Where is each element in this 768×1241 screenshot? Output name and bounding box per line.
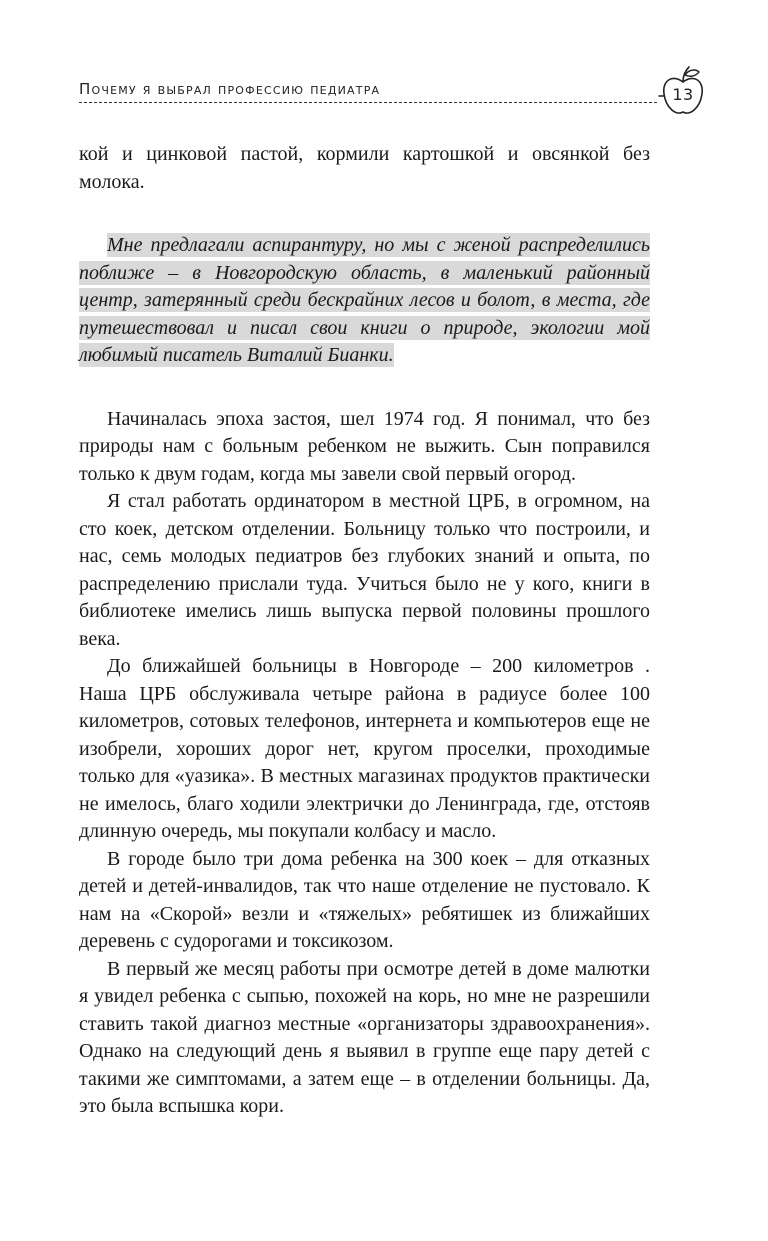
page-body <box>79 141 650 1121</box>
page-number: 13 <box>672 85 694 104</box>
page-number-badge <box>658 66 708 118</box>
quote-text: Мне предлагали аспирантуру, но мы с женой распределились поближе – в Новгородскую область, в маленький районный центр, затерянный среди бескрайних лесов и болот, в места, где путешествовал и писал свои книги о природе, экологии мой любимый писатель Виталий Бианки. <box>79 234 650 366</box>
running-header <box>79 80 659 106</box>
highlighted-quote <box>79 232 650 370</box>
paragraph: Начиналась эпоха застоя, шел 1974 год. Я понимал, что без природы нам с больным ребенком не выжить. Сын поправился только к двум годам, когда мы завели свой первый огород. <box>79 407 650 485</box>
continuation-paragraph: кой и цинковой пастой, кормили картошкой и овсянкой без молока. <box>79 143 650 193</box>
paragraph: В городе было три дома ребенка на 300 коек – для отказных детей и детей-инвалидов, так что наше отделение не пустовало. К нам на «Скорой» везли и «тяжелых» ребятишек из ближайших деревень с судорогами и токсикозом. <box>79 847 650 952</box>
paragraph: В первый же месяц работы при осмотре детей в доме малютки я увидел ребенка с сыпью, похожей на корь, но мне не разрешили ставить такой диагноз местные «организаторы здравоохранения». Однако на следующий день я выявил в группе еще пару детей с такими же симптомами, а затем еще – в отделении больницы. Да, это была вспышка кори. <box>79 957 650 1117</box>
header-dashed-rule <box>79 102 657 103</box>
paragraph: Я стал работать ординатором в местной ЦРБ, в огромном, на сто коек, детском отделении. Больницу только что построили, и нас, семь молодых педиатров без глубоких знаний и опыта, по распределению прислали туда. Учиться было не у кого, книги в библиотеке имелись лишь выпуска первой половины прошлого века. <box>79 490 650 650</box>
running-title: Почему я выбрал профессию педиатра <box>79 80 381 98</box>
paragraph: До ближайшей больницы в Новгороде – 200 километров . Наша ЦРБ обслуживала четыре района в радиусе более 100 километров, сотовых телефонов, интернета и компьютеров еще не изобрели, хороших дорог нет, кругом проселки, проходимые только для «уазика». В местных магазинах продуктов практически не имелось, благо ходили электрички до Ленинграда, где, отстояв длинную очередь, мы покупали колбасу и масло. <box>79 655 650 842</box>
